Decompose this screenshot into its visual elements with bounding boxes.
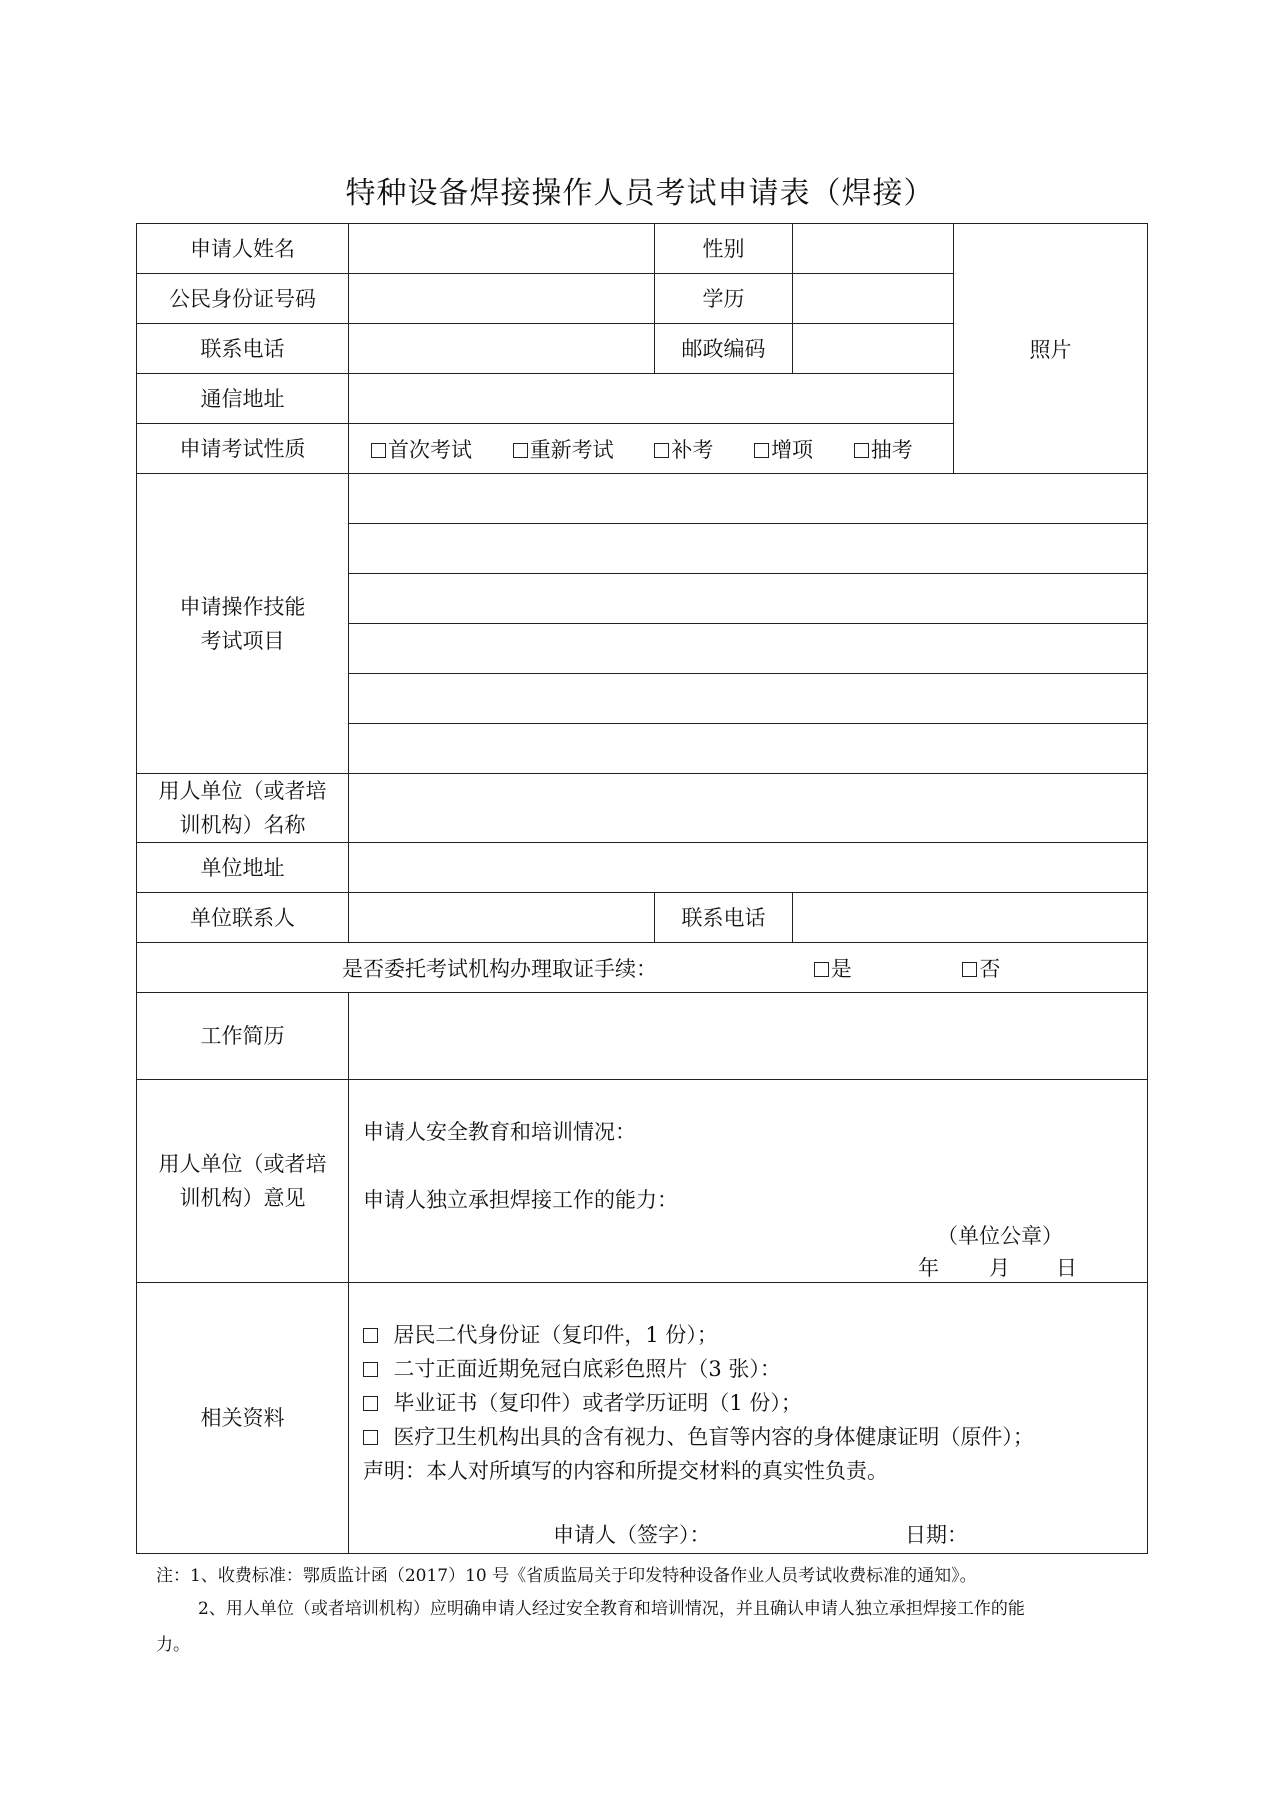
material-item[interactable]: 二寸正面近期免冠白底彩色照片（3 张）： — [363, 1353, 781, 1383]
unit-seal-label: （单位公章） — [937, 1224, 1063, 1248]
application-form-table — [136, 223, 1148, 1554]
employer-opinion-field[interactable] — [349, 1080, 1148, 1283]
postcode-field[interactable] — [793, 324, 954, 374]
month-label: 月 — [989, 1256, 1010, 1280]
employer-address-field[interactable] — [349, 843, 1148, 893]
materials-field — [349, 1283, 1148, 1554]
day-label: 日 — [1056, 1256, 1077, 1280]
checkbox-icon[interactable] — [962, 962, 977, 977]
entrust-no-option[interactable]: 否 — [962, 953, 1000, 983]
skill-item-field[interactable] — [349, 524, 1148, 574]
exam-type-option[interactable]: 重新考试 — [513, 438, 614, 462]
checkbox-icon[interactable] — [363, 1430, 378, 1445]
address-label: 通信地址 — [137, 374, 349, 424]
gender-label: 性别 — [655, 224, 793, 274]
year-label: 年 — [918, 1256, 939, 1280]
employer-phone-label: 联系电话 — [655, 893, 793, 943]
skill-item-field[interactable] — [349, 624, 1148, 674]
name-label: 申请人姓名 — [137, 224, 349, 274]
id-number-label: 公民身份证号码 — [137, 274, 349, 324]
employer-address-label: 单位地址 — [137, 843, 349, 893]
signature-date-label: 日期： — [905, 1523, 968, 1547]
note-2-line-2: 力。 — [156, 1635, 190, 1655]
checkbox-icon[interactable] — [363, 1396, 378, 1411]
checkbox-icon[interactable] — [654, 443, 669, 458]
photo-box[interactable] — [954, 224, 1148, 474]
employer-name-field[interactable] — [349, 774, 1148, 843]
entrust-question: 是否委托考试机构办理取证手续： — [342, 956, 657, 981]
applicant-signature-label: 申请人（签字）： — [553, 1523, 711, 1547]
checkbox-icon[interactable] — [363, 1362, 378, 1377]
safety-training-label: 申请人安全教育和培训情况： — [363, 1120, 636, 1144]
employer-opinion-label: 用人单位（或者培 训机构）意见 — [137, 1080, 349, 1283]
education-label: 学历 — [655, 274, 793, 324]
id-number-field[interactable] — [349, 274, 655, 324]
declaration-text: 声明：本人对所填写的内容和所提交材料的真实性负责。 — [363, 1459, 888, 1483]
employer-name-label: 用人单位（或者培 训机构）名称 — [137, 774, 349, 843]
checkbox-icon[interactable] — [814, 962, 829, 977]
note-2 — [156, 1591, 1146, 1663]
exam-type-option[interactable]: 补考 — [654, 438, 713, 462]
name-field[interactable] — [349, 224, 655, 274]
skill-item-field[interactable] — [349, 574, 1148, 624]
postcode-label: 邮政编码 — [655, 324, 793, 374]
phone-field[interactable] — [349, 324, 655, 374]
material-item[interactable]: 居民二代身份证（复印件，1 份）； — [363, 1319, 718, 1349]
form-title: 特种设备焊接操作人员考试申请表（焊接） — [345, 176, 935, 211]
employer-contact-field[interactable] — [349, 893, 655, 943]
work-history-label: 工作简历 — [137, 993, 349, 1080]
entrust-yes-option[interactable]: 是 — [814, 953, 852, 983]
education-field[interactable] — [793, 274, 954, 324]
skill-item-field[interactable] — [349, 674, 1148, 724]
phone-label: 联系电话 — [137, 324, 349, 374]
photo-label: 照片 — [1029, 337, 1072, 362]
exam-type-label: 申请考试性质 — [137, 424, 349, 474]
checkbox-icon[interactable] — [854, 443, 869, 458]
exam-type-options — [349, 424, 954, 474]
checkbox-icon[interactable] — [513, 443, 528, 458]
note-1: 注：1、收费标准：鄂质监计函（2017）10 号《省质监局关于印发特种设备作业人员考试收费标准的通知》。 — [156, 1566, 977, 1586]
entrust-row — [137, 943, 1148, 993]
employer-phone-field[interactable] — [793, 893, 1148, 943]
materials-label: 相关资料 — [137, 1283, 349, 1554]
material-item[interactable]: 医疗卫生机构出具的含有视力、色盲等内容的身体健康证明（原件）； — [363, 1421, 1034, 1451]
skill-item-field[interactable] — [349, 724, 1148, 774]
checkbox-icon[interactable] — [371, 443, 386, 458]
skill-item-field[interactable] — [349, 474, 1148, 524]
material-item[interactable]: 毕业证书（复印件）或者学历证明（1 份）； — [363, 1387, 802, 1417]
checkbox-icon[interactable] — [754, 443, 769, 458]
work-ability-label: 申请人独立承担焊接工作的能力： — [363, 1188, 678, 1212]
exam-type-option[interactable]: 增项 — [754, 438, 813, 462]
gender-field[interactable] — [793, 224, 954, 274]
skill-items-label: 申请操作技能 考试项目 — [137, 474, 349, 774]
work-history-field[interactable] — [349, 993, 1148, 1080]
note-2-line-1: 2、用人单位（或者培训机构）应明确申请人经过安全教育和培训情况，并且确认申请人独立承担焊接工作的能 — [198, 1599, 1025, 1619]
exam-type-option[interactable]: 抽考 — [854, 438, 913, 462]
checkbox-icon[interactable] — [363, 1328, 378, 1343]
employer-contact-label: 单位联系人 — [137, 893, 349, 943]
address-field[interactable] — [349, 374, 954, 424]
exam-type-option[interactable]: 首次考试 — [371, 438, 472, 462]
